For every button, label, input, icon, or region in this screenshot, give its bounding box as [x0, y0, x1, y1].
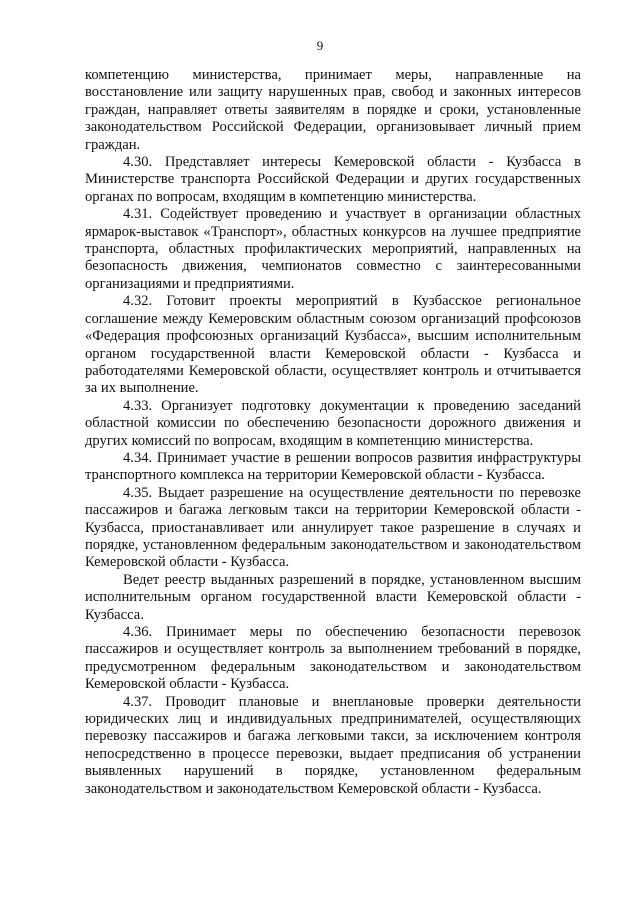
document-body — [85, 67, 581, 798]
paragraph-4-33: 4.33. Организует подготовку документации к проведению заседаний областной комиссии по обеспечению безопасности дорожного движения и других комиссий по вопросам, входящим в компетенцию министерства. — [85, 397, 581, 449]
paragraph-4-36: 4.36. Принимает меры по обеспечению безопасности перевозок пассажиров и осуществляет контроль за выполнением требований в порядке, предусмотренном федеральным законодательством и законодательством Кемеровской области - Кузбасса. — [85, 624, 581, 693]
paragraph-4-35: 4.35. Выдает разрешение на осуществление деятельности по перевозке пассажиров и багажа легковым такси на территории Кемеровской области - Кузбасса, приостанавливает или аннулирует такое разрешение в случаях и порядке, установленном федеральным законодательством и законодательством Кемеровской области - Кузбасса. — [85, 484, 581, 571]
paragraph-4-34: 4.34. Принимает участие в решении вопросов развития инфраструктуры транспортного комплекса на территории Кемеровской области - Кузбасса. — [85, 449, 581, 484]
paragraph-4-37: 4.37. Проводит плановые и внеплановые проверки деятельности юридических лиц и индивидуальных предпринимателей, осуществляющих перевозку пассажиров и багажа легковыми такси, за исключением контроля непосредственно в процессе перевозки, выдает предписания об устранении выявленных нарушений в порядке, установленном федеральным законодательством и законодательством Кемеровской области - Кузбасса. — [85, 693, 581, 797]
page-number: 9 — [316, 38, 324, 53]
paragraph-4-32: 4.32. Готовит проекты мероприятий в Кузбасское региональное соглашение между Кемеровским областным союзом организаций профсоюзов «Федерация профсоюзных организаций Кузбасса», высшим исполнительным органом государственной власти Кемеровской области - Кузбасса и работодателями Кемеровской области, осуществляет контроль и отчитывается за их выполнение. — [85, 293, 581, 397]
paragraph-registry: Ведет реестр выданных разрешений в порядке, установленном высшим исполнительным органом государственной власти Кемеровской области - Кузбасса. — [85, 571, 581, 623]
paragraph-4-30: 4.30. Представляет интересы Кемеровской области - Кузбасса в Министерстве транспорта Российской Федерации и других государственных органах по вопросам, входящим в компетенцию министерства. — [85, 154, 581, 205]
paragraph-continuation: компетенцию министерства, принимает меры, направленные на восстановление или защиту нарушенных прав, свобод и законных интересов граждан, направляет ответы заявителям в порядке и сроки, установленные законодательством Российской Федерации, организовывает личный прием граждан. — [85, 67, 581, 153]
paragraph-4-31: 4.31. Содействует проведению и участвует в организации областных ярмарок-выставок «Транспорт», областных конкурсов на лучшее предприятие транспорта, областных профилактических мероприятий, направленных на безопасность движения, чемпионатов совместно с заинтересованными организациями и предприятиями. — [85, 206, 581, 292]
